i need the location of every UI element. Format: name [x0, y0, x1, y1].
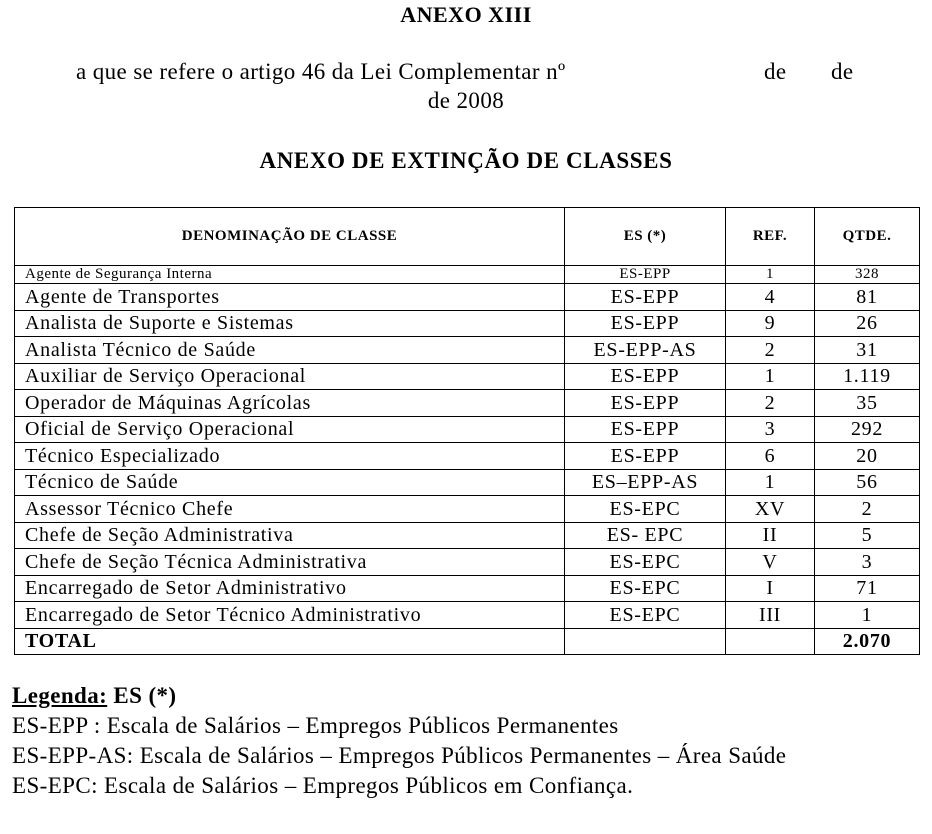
es-cell: ES-EPP — [565, 266, 726, 284]
qty-cell: 2 — [815, 496, 920, 523]
table-row — [15, 416, 920, 443]
class-name-cell: Encarregado de Setor Técnico Administrativo — [15, 602, 565, 629]
table-row — [15, 363, 920, 390]
table-row — [15, 549, 920, 576]
table-row — [15, 266, 920, 284]
class-name-cell: Agente de Segurança Interna — [15, 266, 565, 284]
table-row — [15, 469, 920, 496]
qty-cell: 292 — [815, 416, 920, 443]
ref-cell: XV — [726, 496, 815, 523]
col-header-es: ES (*) — [565, 208, 726, 266]
ref-cell: 1 — [726, 266, 815, 284]
table-row — [15, 310, 920, 337]
class-name-cell: Oficial de Serviço Operacional — [15, 416, 565, 443]
table-body — [15, 266, 920, 655]
es-cell: ES-EPC — [565, 496, 726, 523]
class-name-cell: Analista de Suporte e Sistemas — [15, 310, 565, 337]
legend-line-epp: ES-EPP : Escala de Salários – Empregos Públicos Permanentes — [12, 713, 619, 738]
annex-subtitle — [76, 59, 854, 85]
legend — [12, 681, 912, 801]
ref-cell: 1 — [726, 469, 815, 496]
class-name-cell: Chefe de Seção Técnica Administrativa — [15, 549, 565, 576]
col-header-denominacao: DENOMINAÇÃO DE CLASSE — [15, 208, 565, 266]
table-header-row — [15, 208, 920, 266]
classes-table — [14, 207, 920, 655]
es-cell: ES- EPC — [565, 522, 726, 549]
es-cell: ES–EPP-AS — [565, 469, 726, 496]
qty-cell: 1.119 — [815, 363, 920, 390]
qty-cell: 1 — [815, 602, 920, 629]
section-heading: ANEXO DE EXTINÇÃO DE CLASSES — [259, 148, 673, 173]
table-row — [15, 390, 920, 417]
ref-cell: II — [726, 522, 815, 549]
ref-cell: 6 — [726, 443, 815, 470]
es-cell: ES-EPC — [565, 549, 726, 576]
annex-title: ANEXO XIII — [400, 2, 532, 27]
ref-cell: 3 — [726, 416, 815, 443]
ref-cell: V — [726, 549, 815, 576]
legend-title — [12, 681, 912, 711]
total-label: TOTAL — [15, 628, 565, 655]
class-name-cell: Técnico Especializado — [15, 443, 565, 470]
class-name-cell: Agente de Transportes — [15, 284, 565, 311]
subtitle-de-1: de — [764, 59, 787, 84]
qty-cell: 81 — [815, 284, 920, 311]
qty-cell: 3 — [815, 549, 920, 576]
qty-cell: 5 — [815, 522, 920, 549]
es-cell: ES-EPP — [565, 390, 726, 417]
subtitle-year: de 2008 — [427, 88, 505, 113]
qty-cell: 31 — [815, 337, 920, 364]
qty-cell: 328 — [815, 266, 920, 284]
class-name-cell: Chefe de Seção Administrativa — [15, 522, 565, 549]
table-row — [15, 337, 920, 364]
es-cell: ES-EPP-AS — [565, 337, 726, 364]
ref-cell: 2 — [726, 390, 815, 417]
total-row — [15, 628, 920, 655]
table-row — [15, 602, 920, 629]
total-ref-empty — [726, 628, 815, 655]
table-row — [15, 443, 920, 470]
qty-cell: 20 — [815, 443, 920, 470]
total-value: 2.070 — [815, 628, 920, 655]
col-header-qtde: QTDE. — [815, 208, 920, 266]
qty-cell: 26 — [815, 310, 920, 337]
subtitle-de-2: de — [831, 59, 854, 84]
es-cell: ES-EPP — [565, 310, 726, 337]
class-name-cell: Operador de Máquinas Agrícolas — [15, 390, 565, 417]
es-cell: ES-EPP — [565, 443, 726, 470]
es-cell: ES-EPP — [565, 416, 726, 443]
table-row — [15, 284, 920, 311]
total-es-empty — [565, 628, 726, 655]
ref-cell: 2 — [726, 337, 815, 364]
legend-label: Legenda: — [12, 683, 108, 708]
ref-cell: III — [726, 602, 815, 629]
ref-cell: 4 — [726, 284, 815, 311]
class-name-cell: Analista Técnico de Saúde — [15, 337, 565, 364]
ref-cell: I — [726, 575, 815, 602]
subtitle-text: a que se refere o artigo 46 da Lei Complementar nº — [76, 59, 566, 84]
ref-cell: 1 — [726, 363, 815, 390]
legend-es: ES (*) — [113, 683, 177, 708]
legend-line-epp-as: ES-EPP-AS: Escala de Salários – Empregos Públicos Permanentes – Área Saúde — [12, 743, 787, 768]
table-row — [15, 575, 920, 602]
table-row — [15, 522, 920, 549]
class-name-cell: Auxiliar de Serviço Operacional — [15, 363, 565, 390]
qty-cell: 56 — [815, 469, 920, 496]
es-cell: ES-EPC — [565, 575, 726, 602]
ref-cell: 9 — [726, 310, 815, 337]
es-cell: ES-EPP — [565, 363, 726, 390]
qty-cell: 35 — [815, 390, 920, 417]
legend-line-epc: ES-EPC: Escala de Salários – Empregos Públicos em Confiança. — [12, 773, 634, 798]
class-name-cell: Técnico de Saúde — [15, 469, 565, 496]
qty-cell: 71 — [815, 575, 920, 602]
es-cell: ES-EPC — [565, 602, 726, 629]
col-header-ref: REF. — [726, 208, 815, 266]
class-name-cell: Assessor Técnico Chefe — [15, 496, 565, 523]
class-name-cell: Encarregado de Setor Administrativo — [15, 575, 565, 602]
es-cell: ES-EPP — [565, 284, 726, 311]
table-row — [15, 496, 920, 523]
